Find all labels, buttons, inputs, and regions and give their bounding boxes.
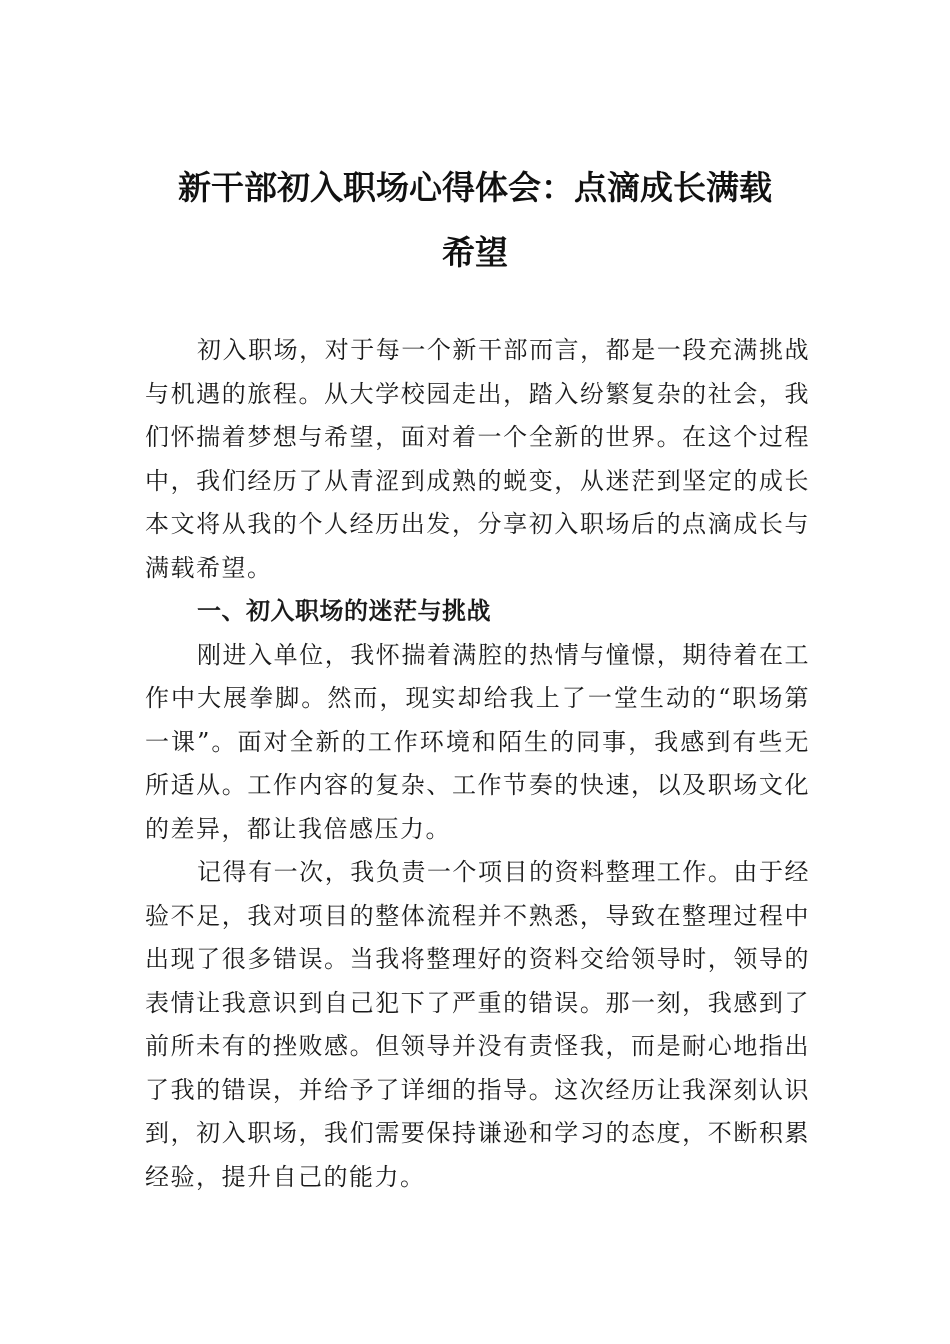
paragraph-project-story: 记得有一次，我负责一个项目的资料整理工作。由于经验不足，我对项目的整体流程并不熟悉，导致在整理过程中出现了很多错误。当我将整理好的资料交给领导时，领导的表情让我意识到自己犯下了严重的错误。那一刻，我感到了前所未有的挫败感。但领导并没有责怪我，而是耐心地指出了我的错误，并给予了详细的指导。这次经历让我深刻认识到，初入职场，我们需要保持谦逊和学习的态度，不断积累经验，提升自己的能力。 [145, 858, 810, 1191]
paragraph-intro: 初入职场，对于每一个新干部而言，都是一段充满挑战与机遇的旅程。从大学校园走出，踏入纷繁复杂的社会，我们怀揣着梦想与希望，面对着一个全新的世界。在这个过程中，我们经历了从青涩到成熟的蜕变，从迷茫到坚定的成长本文将从我的个人经历出发，分享初入职场后的点滴成长与满载希望。 [145, 336, 810, 582]
document-body [145, 329, 810, 1199]
section-heading-1: 一、初入职场的迷茫与挑战 [197, 597, 491, 625]
document-title-line-1: 新干部初入职场心得体会：点滴成长满载 [178, 168, 772, 207]
document-title-line-2: 希望 [442, 233, 508, 272]
paragraph-first-day: 刚进入单位，我怀揣着满腔的热情与憧憬，期待着在工作中大展拳脚。然而，现实却给我上了一堂生动的“职场第一课”。面对全新的工作环境和陌生的同事，我感到有些无所适从。工作内容的复杂、工作节奏的快速，以及职场文化的差异，都让我倍感压力。 [145, 640, 810, 843]
